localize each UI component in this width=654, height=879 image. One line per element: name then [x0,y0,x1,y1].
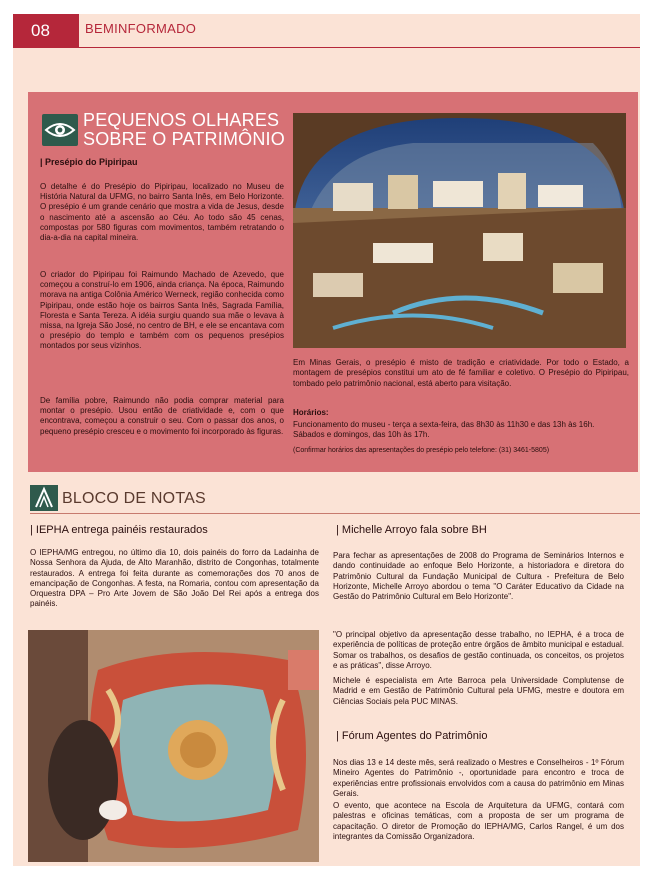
magazine-title-prefix: BEM [85,21,115,36]
forum-heading: | Fórum Agentes do Patrimônio [336,730,488,742]
feature-title [83,111,285,149]
michelle-paragraph: "O principal objetivo da apresentação desse trabalho, no IEPHA, é a troca de experiência de políticas de proteção entre órgãos de âmbito municipal e estadual. Somar os trabalhos, os desafios de gestão continuada, os conceitos, os projetos e as práticas", disse Arroyo. [333,630,624,670]
iepha-heading: | IEPHA entrega painéis restaurados [30,524,208,536]
feature-subheading: | Presépio do Pipiripau [40,157,138,167]
michelle-heading: | Michelle Arroyo fala sobre BH [336,524,487,536]
hours-line: Sábados e domingos, das 10h às 17h. [293,430,430,440]
nativity-scene-photo [293,113,626,348]
michelle-paragraph: Michele é especialista em Arte Barroca pela Universidade Complutense de Madrid e em Gestão de Patrimônio Cultural pela UFMG, mestre e doutora em Ciências Sociais pela PUC MINAS. [333,676,624,706]
notes-divider [30,513,640,514]
photo-caption: Em Minas Gerais, o presépio é misto de tradição e criatividade. Por todo o Estado, a montagem de presépios constitui um ato de fé familiar e coletivo. O Presépio do Pipiripau, tombado pelo patrimônio nacional, está aberto para visitação. [293,358,629,388]
iepha-text: O IEPHA/MG entregou, no último dia 10, dois painéis do forro da Ladainha de Nossa Senhora da Ajuda, de Alto Maranhão, distrito de Congonhas, totalmente restaurados. A entrega foi feita durante as comemorações dos 70 anos de emancipação de Congonhas. A festa, na Romaria, contou com apresentação da Orquestra DPA – Pro Arte Jovem de São João Del Rei após a entrega dos painéis. [30,548,319,609]
feature-paragraph: De família pobre, Raimundo não podia comprar material para montar o presépio. Usou então de criatividade e, com o que encontrava, começou a construir o seu. Com o passar dos anos, o pequeno presépio cresceu e o movimento foi incorporado às figuras. [40,396,284,436]
header-divider [79,47,640,48]
feature-paragraph: O criador do Pipiripau foi Raimundo Machado de Azevedo, que começou a construí-lo em 1906, ainda criança. Na época, Raimundo morava na antiga Colônia Américo Werneck, região conhecida como Pipiripau, onde estão hoje os bairros Santa Inês, Sagrada Família, Floresta e Santa Tereza. A idéia surgiu quando sua mãe o levava à missa, na Igreja São José, no centro de BH, e ele se encantava com o presépio do templo e também com os pequenos presépios montados por seus vizinhos. [40,270,284,351]
hours-line: Funcionamento do museu - terça a sexta-feira, das 8h30 às 11h30 e das 13h às 16h. [293,420,595,429]
hours-heading: Horários: [293,408,329,417]
hours-text [293,420,629,441]
feature-title-line2: SOBRE O PATRIMÔNIO [83,129,285,149]
restoration-photo [28,630,319,862]
forum-paragraph: Nos dias 13 e 14 deste mês, será realizado o Mestres e Conselheiros - 1º Fórum Mineiro Agentes do Patrimônio -, oportunidade para encontro e troca de experiências entre profissionais envolvidos com a causa do patrimônio em Minas Gerais. [333,758,624,798]
notes-title: BLOCO DE NOTAS [62,490,206,507]
hours-note: (Confirmar horários das apresentações do presépio pelo telefone: (31) 3461-5805) [293,447,550,454]
feature-paragraph: O detalhe é do Presépio do Pipiripau, localizado no Museu de História Natural da UFMG, no bairro Santa Inês, em Belo Horizonte. O presépio é um grande cenário que mostra a vida de Jesus, desde o nascimento até a ascensão ao Céu. Ao todo são 45 cenas, compostas por 580 figuras com movimentos, também retratando o dia-a-dia na capital mineira. [40,182,284,243]
magazine-title-suffix: INFORMADO [114,21,197,36]
magazine-title [85,21,196,36]
notes-logo-icon [30,485,58,511]
feature-title-line1: PEQUENOS OLHARES [83,110,280,130]
michelle-paragraph: Para fechar as apresentações de 2008 do Programa de Seminários Internos e dando continuidade ao enfoque Belo Horizonte, a historiadora e diretora do Patrimônio Cultural da Fundação Municipal de Cultura - Prefeitura de Belo Horizonte, Michelle Arroyo abordou o tema "O Caráter Educativo da Cidade na Gestão do Patrimônio Cultural em Belo Horizonte". [333,551,624,602]
eye-icon [42,114,78,146]
page-number: 08 [13,14,79,48]
forum-paragraph: O evento, que acontece na Escola de Arquitetura da UFMG, contará com palestras e oficinas temáticas, com a proposta de ser um programa de capacitação. O diretor de Promoção do IEPHA/MG, Carlos Rangel, é um dos integrantes da Comissão Organizadora. [333,801,624,841]
